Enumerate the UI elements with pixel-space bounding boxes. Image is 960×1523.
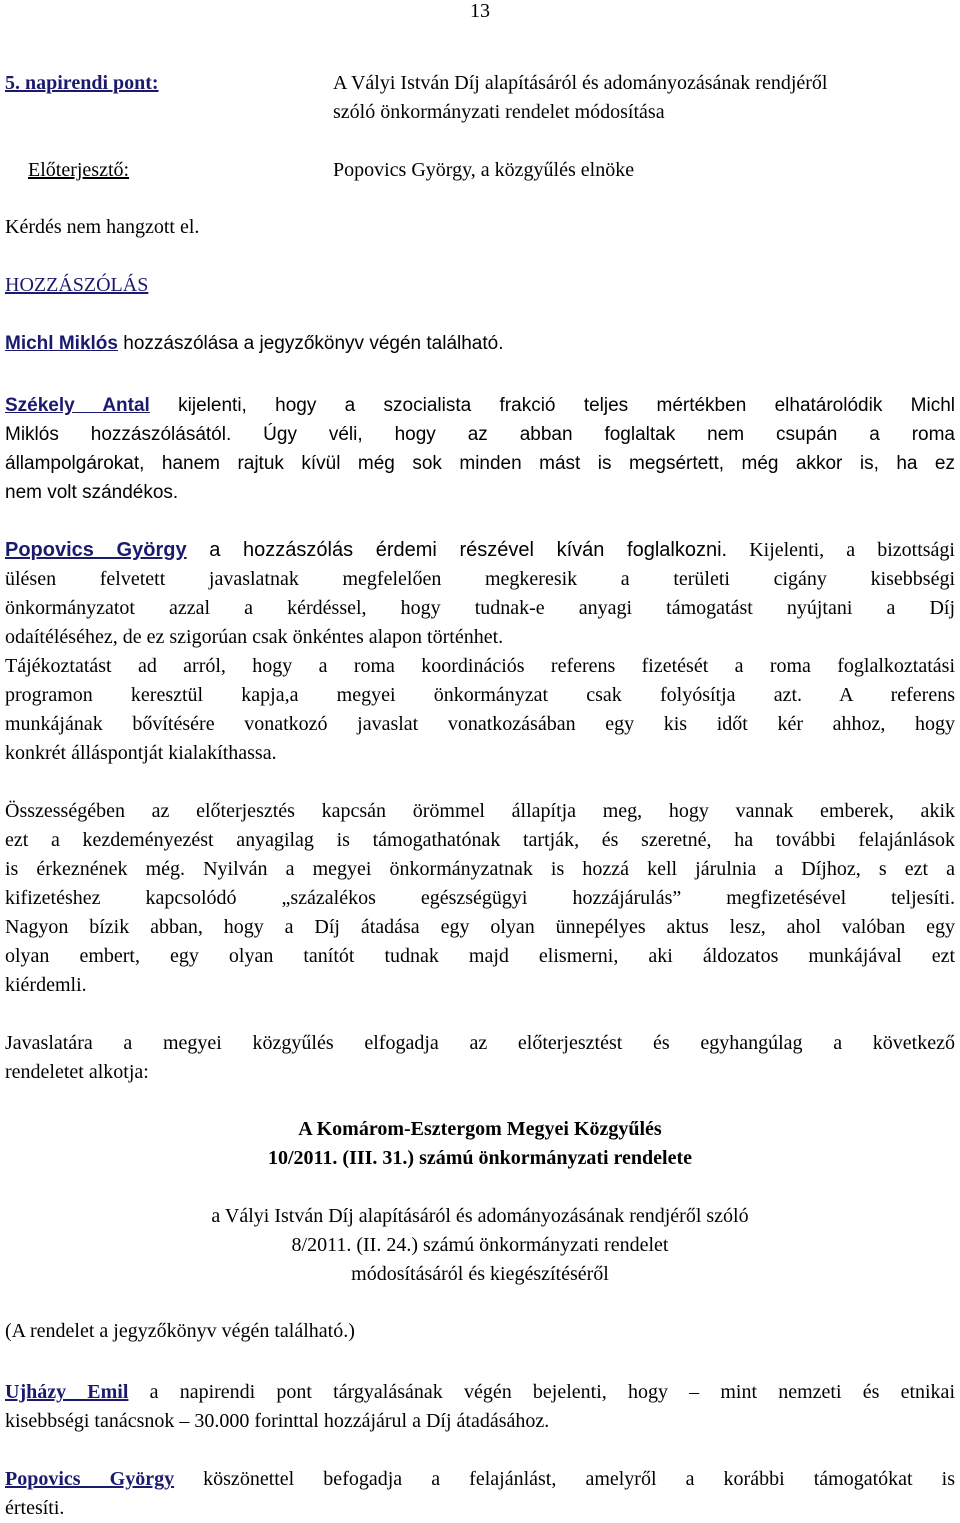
popovics-paragraph-1 <box>5 536 955 768</box>
popovics-paragraph-2 <box>5 1465 955 1523</box>
proposal-paragraph <box>5 1029 955 1087</box>
popovics2-line2: értesíti. <box>5 1497 65 1519</box>
summary-paragraph <box>5 797 955 1000</box>
page-number: 13 <box>470 0 490 22</box>
popovics2-line1: Popovics György köszönettel befogadja a felajánlást, amelyről a korábbi támogatókat is <box>5 1468 955 1490</box>
summary-line6: olyan embert, egy olyan tanítót tudnak majd elismerni, aki áldozatos munkájával ezt <box>5 945 955 967</box>
speaker-name-popovics-2: Popovics György <box>5 1468 175 1490</box>
speaker-name-michl: Michl Miklós <box>5 333 118 354</box>
ujhazy-paragraph <box>5 1378 955 1436</box>
popovics1-line6: programon keresztül kapja,a megyei önkormányzat csak folyósítja azt. A referens <box>5 684 955 706</box>
section-heading: HOZZÁSZÓLÁS <box>5 274 149 296</box>
proposal-line1: Javaslatára a megyei közgyűlés elfogadja az előterjesztést és egyhangúlag a következő <box>5 1032 955 1054</box>
agenda-title-line1: A Vályi István Díj alapításáról és adományozásának rendjéről <box>333 72 828 94</box>
agenda-title-line2: szóló önkormányzati rendelet módosítása <box>333 101 665 123</box>
michl-text: hozzászólása a jegyzőkönyv végén található. <box>117 333 504 354</box>
summary-line7: kiérdemli. <box>5 974 87 996</box>
decree-title-line1: A Komárom-Esztergom Megyei Közgyűlés <box>298 1118 662 1140</box>
popovics1-line4: odaítéléséhez, de ez szigorúan csak önkéntes alapon történhet. <box>5 626 504 648</box>
popovics1-line8: konkrét álláspontját kialakíthassa. <box>5 742 277 764</box>
popovics1-line5: Tájékoztatást ad arról, hogy a roma koordinációs referens fizetését a roma foglalkoztatási <box>5 655 955 677</box>
szekely-line1: Székely Antal kijelenti, hogy a szocialista frakció teljes mértékben elhatárolódik Michl <box>5 395 955 416</box>
ujhazy-line2: kisebbségi tanácsnok – 30.000 forinttal hozzájárul a Díj átadásához. <box>5 1410 550 1432</box>
summary-line4: kifizetéshez kapcsolódó „százalékos egészségügyi hozzájárulás” megfizetésével teljesíti. <box>5 887 955 909</box>
summary-line1: Összességében az előterjesztés kapcsán örömmel állapítja meg, hogy vannak emberek, akik <box>5 800 955 822</box>
speaker-name-popovics: Popovics György <box>5 539 187 561</box>
decree-note: (A rendelet a jegyzőkönyv végén található.) <box>5 1320 355 1342</box>
proposal-line2: rendeletet alkotja: <box>5 1061 149 1083</box>
agenda-label: 5. napirendi pont: <box>5 72 159 94</box>
szekely-line4: nem volt szándékos. <box>5 482 179 503</box>
popovics1-line7: munkájának bővítésére vonatkozó javaslat vonatkozásában egy kis időt kér ahhoz, hogy <box>5 713 955 735</box>
summary-line3: is érkeznének még. Nyilván a megyei önkormányzatnak is hozzá kell járulnia a Díjhoz, s ezt a <box>5 858 955 880</box>
szekely-paragraph <box>5 391 955 507</box>
decree-subtitle-line3: módosításáról és kiegészítéséről <box>351 1263 609 1285</box>
szekely-line3: állampolgárokat, hanem rajtuk kívül még sok minden mást is megsértett, még akkor is, ha ez <box>5 453 955 474</box>
szekely-line2: Miklós hozzászólásától. Úgy véli, hogy az abban foglaltak nem csupán a roma <box>5 424 955 445</box>
presenter-label: Előterjesztő: <box>28 159 130 181</box>
decree-title-line2: 10/2011. (III. 31.) számú önkormányzati rendelete <box>267 1147 693 1169</box>
decree-subtitle-line2: 8/2011. (II. 24.) számú önkormányzati rendelet <box>291 1234 669 1256</box>
speaker-name-szekely: Székely Antal <box>5 395 150 416</box>
presenter-name: Popovics György, a közgyűlés elnöke <box>333 159 635 181</box>
popovics1-line1: Popovics György a hozzászólás érdemi részével kíván foglalkozni. Kijelenti, a bizottsági <box>5 539 955 561</box>
michl-paragraph <box>5 333 504 355</box>
decree-subtitle-line1: a Vályi István Díj alapításáról és adományozásának rendjéről szóló <box>211 1205 749 1227</box>
popovics1-line3: önkormányzatot azzal a kérdéssel, hogy tudnak-e anyagi támogatást nyújtani a Díj <box>5 597 955 619</box>
popovics1-line2: ülésen felvetett javaslatnak megfelelően megkeresik a területi cigány kisebbségi <box>5 568 955 590</box>
speaker-name-ujhazy: Ujházy Emil <box>5 1381 129 1403</box>
ujhazy-line1: Ujházy Emil a napirendi pont tárgyalásának végén bejelenti, hogy – mint nemzeti és etnikai <box>5 1381 955 1403</box>
summary-line5: Nagyon bízik abban, hogy a Díj átadása egy olyan ünnepélyes aktus lesz, ahol valóban egy <box>5 916 955 938</box>
summary-line2: ezt a kezdeményezést anyagilag is támogathatónak tartják, és szeretné, ha további felajánlások <box>5 829 955 851</box>
no-question-text: Kérdés nem hangzott el. <box>5 216 200 238</box>
